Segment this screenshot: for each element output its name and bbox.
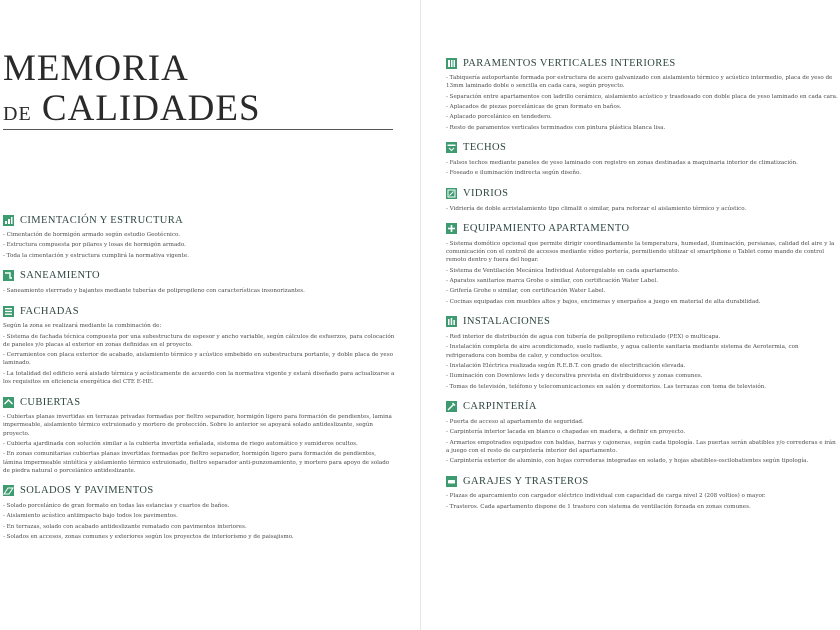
section-title-paramentos: PARAMENTOS VERTICALES INTERIORES [463,57,676,69]
section-item: - Solados en accesos, zonas comunes y exteriores según los proyectos de interiorismo y de paisajismo. [3,534,294,541]
section-item: - Trasteros. Cada apartamento dispone de 1 trastero con sistema de ventilación forzada en zonas comunes. [446,503,751,510]
section-item: - Tabiquería autoportante formada por estructura de acero galvanizado con aislamiento térmico y acústico intermedio, placa de yeso de 13mm laminado doble o sencilla en cada cara, según proyecto. [446,75,833,90]
section-item: - Cimentación de hormigón armado según estudio Geotécnico. [3,232,181,238]
section-garajes [446,473,838,511]
section-item: - Aplacados de piezas porcelánicas de gran formato en baños. [446,103,622,110]
section-item: - Resto de paramentos verticales terminados con pintura plástica blanca lisa. [446,124,666,131]
section-techos [446,140,838,178]
section-header-carpinteria [446,399,838,415]
section-title-saneamiento: SANEAMIENTO [20,270,101,282]
section-title-solados: SOLADOS Y PAVIMENTOS [20,485,154,497]
section-solados [3,483,395,541]
section-title-vidrios: VIDRIOS [463,188,509,200]
section-title-garajes: GARAJES Y TRASTEROS [463,475,589,487]
section-item: - Sistema domótico opcional que permite dirigir coordinadamente la temperatura, humedad, iluminación, persianas, calidad del aire y la comunicación con el control de accesos mediante vídeo portería, permitiendo utilizar el smartphone o Tablet como mando de control remoto dentro y fuera del hogar. [446,240,835,264]
section-item: - Vidriería de doble acristalamiento tipo climalit o similar, para reforzar el aislamiento térmico y acústico. [446,205,747,212]
section-header-cimentacion [3,212,395,228]
section-saneamiento [3,268,395,295]
section-item: - En terrazas, solado con acabado antideslizante rematado con pavimentos interiores. [3,523,247,530]
section-title-techos: TECHOS [463,142,507,154]
section-header-fachadas [3,303,395,319]
title-word: CALIDADES [41,88,261,129]
section-equipamiento [446,221,838,306]
section-header-equipamiento [446,221,838,237]
section-item: - Plazas de aparcamiento con cargador eléctrico individual con capacidad de carga nivel 2 (208 voltios) o mayor. [446,493,766,500]
title-line-2 [3,89,261,134]
section-item: - En zonas comunitarias cubiertas planas invertidas formadas por fieltro separador, hormigón ligero para formación de pendientes, lámina impermeable sintética y aislamiento térmico extruionado, fieltro separador anti-punzonamiento, y mortero para apoyo de solado de piedra natural o porcelánico antideslizante. [3,451,390,474]
section-header-garajes [446,473,838,489]
section-fachadas [3,303,395,386]
section-title-fachadas: FACHADAS [20,305,80,317]
right-column [446,55,838,519]
section-item: - Aplacado porcelánico en tendedero. [446,114,552,121]
section-item: - La totalidad del edificio será aislado térmica y acústicamente de acuerdo con la normativa vigente y estará diseñado para actualizarse a los requisitos en eficiencia energética del CTE E-HE. [3,370,395,385]
section-item: - Aparatos sanitarios marca Grohe o similar, con certificación Water Label. [446,277,658,284]
wall-icon [446,58,457,69]
section-header-techos [446,140,838,156]
section-item: - Puerta de acceso al apartamento de seguridad. [446,418,584,425]
carpentry-icon [446,401,457,412]
title-divider [3,129,393,130]
section-header-vidrios [446,186,838,202]
section-item: - Cubierta ajardinada con solución similar a la cubierta invertida señalada, sistema de riego automático y sumideros ocultos. [3,440,358,447]
ceiling-icon [446,142,457,153]
section-title-instalaciones: INSTALACIONES [463,316,551,328]
page-gutter [420,0,421,630]
page-title [3,49,261,134]
title-line-1: MEMORIA [3,48,189,89]
section-item: - Red interior de distribución de agua con tubería de polipropileno reticulado (PEX) o multicapa. [446,333,721,340]
section-header-solados [3,483,395,499]
section-cubiertas [3,394,395,475]
section-item: - Separación entre apartamentos con ladrillo cerámico, aislamiento acústico y trasdosado con doble placa de yeso laminado en cada cara. [446,93,838,100]
section-title-cubiertas: CUBIERTAS [20,396,81,408]
section-header-paramentos [446,55,838,71]
section-item: - Toda la cimentación y estructura cumplirá la normativa vigente. [3,252,189,259]
facade-icon [3,306,14,317]
installations-icon [446,316,457,327]
section-header-instalaciones [446,314,838,330]
section-item: - Saneamiento sterrrado y bajantes mediante tuberías de polipropileno con características insonorizantes. [3,287,305,294]
section-item: - Foseado e iluminación indirecta según diseño. [446,170,582,177]
section-item: - Estructura compuesta por pilares y losas de hormigón armado. [3,242,186,249]
section-item: - Solado porcelánico de gran formato en todas las estancias y cuartos de baños. [3,502,230,509]
section-item: - Iluminación con Downlows leds y decorativa prevista en distribuidores y zonas comunes. [446,373,703,380]
section-item: - Carpintería exterior de aluminio, con hojas correderas integradas en solado, y hojas abatibles-oscilobatientes según tipología. [446,458,809,465]
plus-icon [446,223,457,234]
section-item: Según la zona se realizará mediante la combinación de: [3,323,162,330]
section-item: - Tomas de televisión, teléfono y telecomunicaciones en salón y dormitorios. Las terrazas con toma de televisión. [446,383,767,390]
section-carpinteria [446,399,838,466]
section-item: - Sistema de fachada técnica compuesta por una subestructura de espesor y ancho variable, según cálculos de esfuerzos, para colocación de paneles y/o placas al exterior en zonas definidas en el proyecto. [3,333,395,348]
floor-icon [3,485,14,496]
section-item: - Sistema de Ventilación Mecánica Individual Autoregulable en cada apartamento. [446,267,680,274]
section-instalaciones [446,314,838,391]
pipes-icon [3,270,14,281]
section-title-equipamiento: EQUIPAMIENTO APARTAMENTO [463,223,630,235]
garage-icon [446,476,457,487]
section-item: - Instalación completa de aire acondicionado, suelo radiante, y agua caliente sanitaria mediante sistema de Aerotermia, con refrigeradora con bomba de calor, y conductos ocultos. [446,344,799,359]
section-item: - Carpintería interior lacada en blanco o chapadas en madera, a definir en proyecto. [446,429,686,436]
section-item: - Armarios empotrados equipados con baldas, barras y cajoneras, según cada tipología. Las puertas serán abatibles y/o correderas e irán a juego con el resto de carpintería interior del apartamento. [446,439,836,454]
section-item: - Falsos techos mediante paneles de yeso laminado con registro en zonas destinadas a maquinaria interior de climatización. [446,159,798,166]
roof-icon [3,397,14,408]
title-prefix: DE [3,103,32,125]
section-item: - Grifería Grohe o similar, con certificación Water Label. [446,288,606,295]
section-header-cubiertas [3,394,395,410]
section-cimentacion [3,212,395,260]
section-item: - Instalación Eléctrica realizada según R.E.B.T. con grado de electrificación elevada. [446,362,686,369]
section-header-saneamiento [3,268,395,284]
section-vidrios [446,186,838,213]
foundation-icon [3,215,14,226]
glass-icon [446,188,457,199]
section-item: - Cerramientos con placa exterior de acabado, aislamiento térmico y acústico embebido en subestructura portante, y doble placa de yeso laminado. [3,352,393,367]
section-item: - Aislamiento acústico antiimpacto bajo todos los pavimentos. [3,513,178,520]
section-paramentos [446,55,838,132]
section-title-cimentacion: CIMENTACIÓN Y ESTRUCTURA [20,214,184,226]
section-item: - Cubiertas planas invertidas en terrazas privadas formadas por fieltro separador, hormigón ligero para formación de pendientes, lamina impermeable, aislamiento térmico extruionado y mortero de protección. Sobre lo anterior se apoyará solado antideslizante, según proyecto. [3,414,392,437]
section-item: - Cocinas equipadas con muebles altos y bajos, encimeras y enerpaños a juego en material de alta durabilidad. [446,298,761,305]
section-title-carpinteria: CARPINTERÍA [463,401,537,413]
left-column [3,212,395,549]
